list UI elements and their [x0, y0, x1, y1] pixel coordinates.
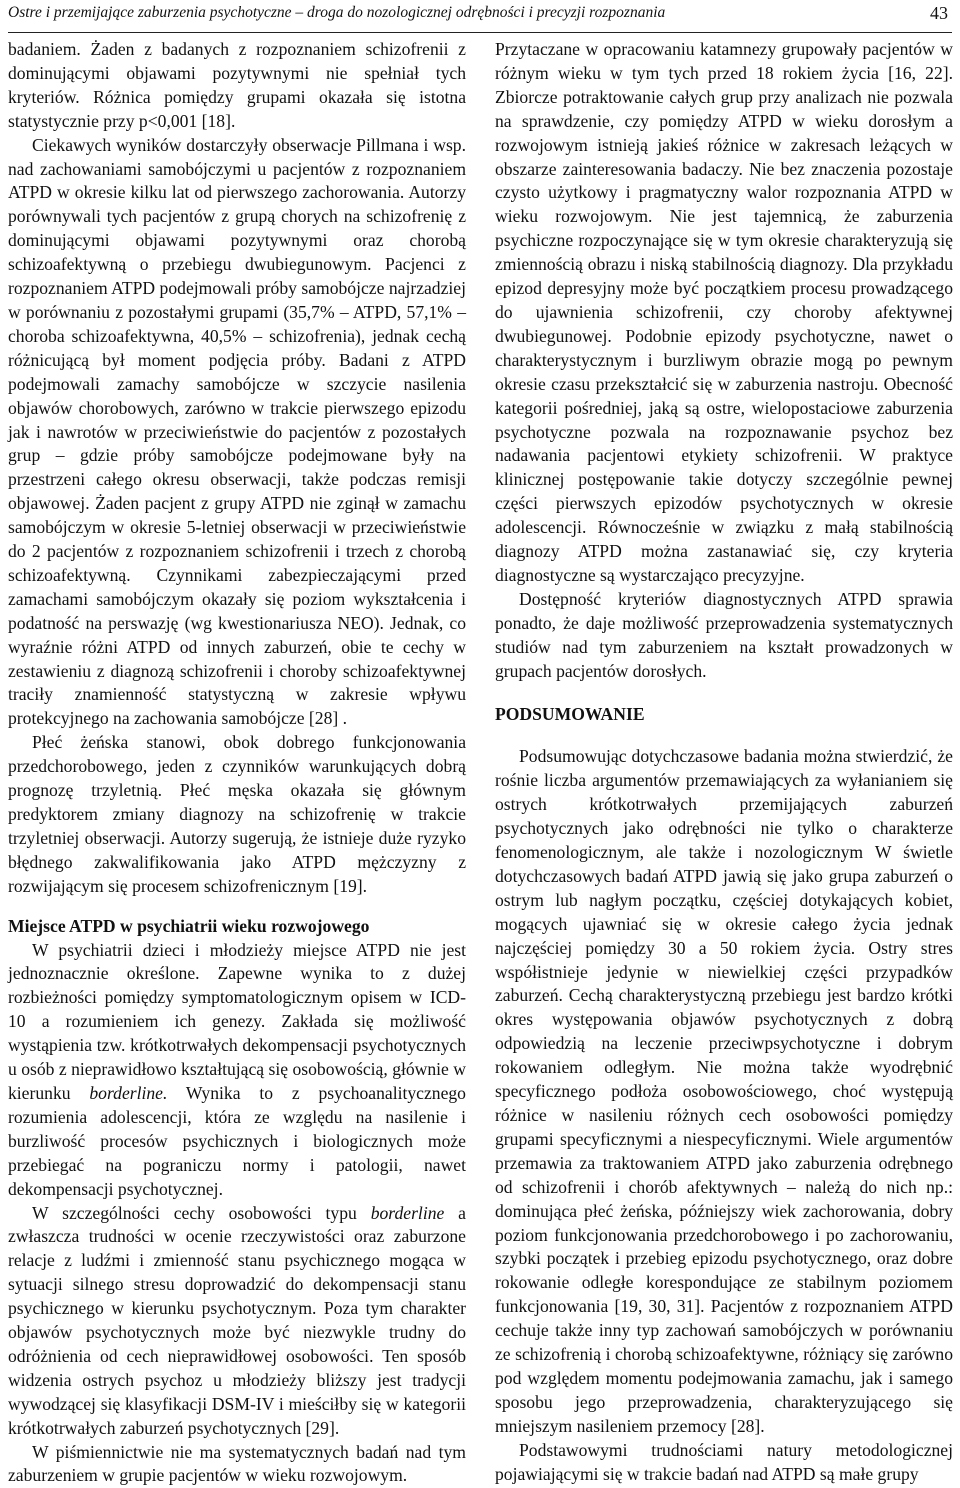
page-number: 43: [930, 3, 948, 23]
paragraph: Podstawowymi trudnościami natury metodologicznej pojawiającymi się w trakcie badań nad ATPD są małe grupy: [495, 1439, 953, 1484]
paragraph: [8, 939, 466, 1202]
emphasis: borderline: [370, 1202, 445, 1223]
paragraph: W piśmiennictwie nie ma systematycznych badań nad tym zaburzeniem w grupie pacjentów w wieku rozwojowym.: [8, 1441, 466, 1486]
section-heading: PODSUMOWANIE: [495, 704, 645, 725]
text-run: Wynika to z psychoanalitycznego rozumienia adolescencji, która ze względu na nasilenie i burzliwość procesów psychicznych i biologicznych może przebiegać na pograniczu normy i patologii, nawet dekompensacji psychotycznej.: [8, 1082, 466, 1199]
paragraph: Dostępność kryteriów diagnostycznych ATPD sprawia ponadto, że daje możliwość przeprowadzenia systematycznych studiów nad tym zaburzeniem na kształt prowadzonych w grupach pacjentów dorosłych.: [495, 588, 953, 681]
left-column: [8, 38, 466, 1488]
paragraph: Płeć żeńska stanowi, obok dobrego funkcjonowania przedchorobowego, jeden z czynników warunkujących dobrą prognozę trzyletnią. Płeć męska okazała się głównym predyktorem zmiany diagnozy na schizofrenię w trakcie trzyletniej obserwacji. Autorzy sugerują, że istnieje duże ryzyko błędnego zakwalifikowania jako ATPD mężczyzny z rozwijającym się procesem schizofrenicznym [19].: [8, 732, 466, 896]
paragraph: badaniem. Żaden z badanych z rozpoznaniem schizofrenii z dominującymi objawami pozytywnymi nie spełniał tych kryteriów. Różnica pomiędzy grupami okazała się istotna statystycznie przy p<0,001 [18].: [8, 39, 466, 131]
right-column: [495, 38, 953, 1486]
section-heading: Miejsce ATPD w psychiatrii wieku rozwojowego: [8, 915, 370, 936]
paragraph: [8, 1202, 466, 1441]
paragraph: Przytaczane w opracowaniu katamnezy grupowały pacjentów w różnym wieku w tym tych przed 18 rokiem życia [16, 22]. Zbiorcze potraktowanie całych grup przy analizach nie pozwala na sprawdzenie, czy pomiędzy ATPD w wieku dorosłym a rozwojowym istnieją jakieś różnice w zakresach leżących w obszarze zainteresowania badaczy. Nie bez znaczenia pozostaje czysto użytkowy i pragmatyczny walor rozpoznania ATPD w wieku rozwojowym. Nie jest tajemnicą, że zaburzenia psychiczne rozpoczynające się w tym okresie charakteryzują się zmiennością obrazu i niską stabilnością diagnozy. Dla przykładu epizod depresyjny może być początkiem procesu prowadzącego do ujawnienia schizofrenii, czy choroby afektywnej dwubiegunowej. Podobnie epizody psychotyczne, nawet o charakterystycznym i burzliwym obrazie mogą po pewnym okresie czasu przekształcić się w zaburzenia nastroju. Obecność kategorii pośredniej, jaką są ostre, wielopostaciowe zaburzenia psychotyczne pozwala na rozpoznawanie psychoz bez nadawania pacjentowi etykiety schizofrenii. W praktyce klinicznej postępowanie takie dotyczy szczególnie pewnej części pierwszych epizodów psychotycznych w okresie adolescencji. Równocześnie w związku z małą stabilnością diagnozy ATPD można zastanawiać się, czy kryteria diagnostyczne są wystarczająco precyzyjne.: [495, 39, 953, 585]
text-run: W psychiatrii dzieci i młodzieży miejsce ATPD nie jest jednoznacznie określone. Zapewne wynika to z dużej rozbieżności pomiędzy symptomatologicznym opisem w ICD-10 a rozumieniem ich genezy. Zakłada się możliwość wystąpienia tzw. krótkotrwałych dekompensacji psychotycznych u osób z nieprawidłowo kształtującą się osobowością, głównie w kierunku: [8, 939, 466, 1103]
emphasis: borderline.: [89, 1082, 168, 1103]
paragraph: Podsumowując dotychczasowe badania można stwierdzić, że rośnie liczba argumentów przemawiających za wyłanianiem się ostrych krótkotrwałych przemijających zaburzeń psychotycznych jako odrębności nie tylko o charakterze fenomenologicznym, ale także i nozologicznym W świetle dotychczasowych badań ATPD jawią się jako grupa zaburzeń o ostrym lub nagłym początku, częściej dotykających kobiet, mogących ujawniać się w okresie całego życia jednak najczęściej pomiędzy 30 a 50 rokiem życia. Ostry stres współistnieje jedynie w niewielkiej części przypadków zaburzeń. Cechą charakterystyczną przebiegu jest bardzo krótki okres występowania objawów psychotycznych z dobrą odpowiedzią na leczenie przeciwpsychotyczne i dobrym rokowaniem odległym. Nie można także wyodrębnić specyficznego podłoża osobowościowego, choć występują różnice w nasileniu różnych cech osobowości pomiędzy grupami specyficznymi a niespecyficznymi. Wiele argumentów przemawia za traktowaniem ATPD jako zaburzenia odrębnego od schizofrenii i chorób afektywnych – należą do nich np.: dominująca płeć żeńska, późniejszy wiek zachorowania, dobry poziom funkcjonowania przedchorobowego i po zachorowaniu, szybki początek i przebieg epizodu psychotycznego, oraz dobre rokowanie odległe korespondujące ze stabilnym poziomem funkcjonowania [19, 30, 31]. Pacjentów z rozpoznaniem ATPD cechuje także inny typ zachowań samobójczych w porównaniu ze schizofrenią i chorobą schizoafektywne, różniący się zarówno pod względem momentu podejmowania zamachu, jak i samego sposobu jego przeprowadzenia, charakteryzującego się mniejszym nasileniem przemocy [28].: [495, 746, 953, 1436]
text-run: W szczególności cechy osobowości typu: [32, 1202, 371, 1223]
running-header: [8, 0, 952, 33]
paragraph: Ciekawych wyników dostarczyły obserwacje Pillmana i wsp. nad zachowaniami samobójczymi u pacjentów z rozpoznaniem ATPD w okresie kilku lat od pierwszego zachorowania. Autorzy porównywali tych pacjentów z grupą chorych na schizofrenię z dominującymi objawami pozytywnymi oraz chorobą schizoafektywną o przebiegu dwubiegunowym. Pacjenci z rozpoznaniem ATPD podejmowali próby samobójcze najrzadziej w porównaniu z pozostałymi grupami (35,7% – ATPD, 57,1% – choroba schizoafektywna, 40,5% – schizofrenia), jednak cechą różnicującą był moment podjęcia próby. Badani z ATPD podejmowali zamachy samobójcze w szczycie nasilenia objawów chorobowych, zarówno w trakcie pierwszego epizodu jak i nawrotów w przeciwieństwie do pacjentów z pozostałych grup – gdzie próby samobójcze podejmowane były na przestrzeni całego okresu obserwacji, także podczas remisji objawowej. Żaden pacjent z grupy ATPD nie zginął w zamachu samobójczym w okresie 5-letniej obserwacji w przeciwieństwie do 2 pacjentów z rozpoznaniem schizofrenii i trzech z chorobą schizoafektywną. Czynnikami zabezpieczającymi przed zamachami samobójczym okazały się poziom wykształcenia i podatność na perswazję (wg kwestionariusza NEO). Jednak, co wyraźnie różni ATPD od innych zaburzeń, obie te cechy w zestawieniu z diagnozą schizofrenii i choroby schizoafektywnej traciły znamienność statystyczną w zakresie wpływu protekcyjnego na zachowania samobójcze [28] .: [8, 134, 466, 729]
running-title: Ostre i przemijające zaburzenia psychotyczne – droga do nozologicznej odrębności i precyzji rozpoznania: [8, 4, 666, 21]
text-run: a zwłaszcza trudności w ocenie rzeczywistości oraz zaburzone relacje z ludźmi i zmienność stanu psychicznego mogąca w sytuacji silnego stresu doprowadzić do dekompensacji stanu psychicznego w kierunku psychotycznym. Poza tym charakter objawów psychotycznych może być niezwykle trudny do odróżnienia od cech nieprawidłowej osobowości. Ten sposób widzenia ostrych psychoz u młodzieży bliższy jest tradycji wywodzącej się klasyfikacji DSM-IV i mieściłby się w kategorii krótkotrwałych zaburzeń psychotycznych [29].: [8, 1202, 466, 1438]
